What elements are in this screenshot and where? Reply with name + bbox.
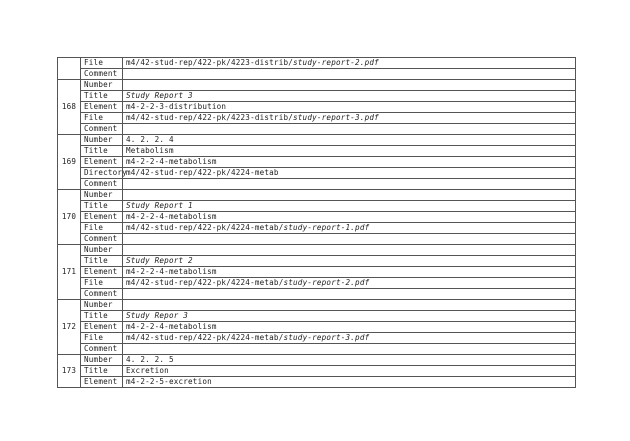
table-row xyxy=(58,157,576,168)
field-value xyxy=(123,190,576,201)
field-value xyxy=(123,289,576,300)
table-row xyxy=(58,91,576,102)
table-row xyxy=(58,344,576,355)
field-label: Title xyxy=(81,311,123,322)
entry-number: 172 xyxy=(58,300,81,355)
field-value xyxy=(123,234,576,245)
field-label: Title xyxy=(81,256,123,267)
field-label: Comment xyxy=(81,289,123,300)
field-value: Study Report 1 xyxy=(123,201,576,212)
table-row xyxy=(58,234,576,245)
table-row xyxy=(58,278,576,289)
field-label: Element xyxy=(81,322,123,333)
field-label: File xyxy=(81,223,123,234)
field-label: Number xyxy=(81,355,123,366)
field-value: Study Report 2 xyxy=(123,256,576,267)
table-row xyxy=(58,289,576,300)
table-row xyxy=(58,146,576,157)
field-value xyxy=(123,344,576,355)
field-label: Comment xyxy=(81,234,123,245)
field-value: 4. 2. 2. 5 xyxy=(123,355,576,366)
field-label: Element xyxy=(81,377,123,388)
field-label: Comment xyxy=(81,124,123,135)
field-value: Study Repor 3 xyxy=(123,311,576,322)
table-row xyxy=(58,69,576,80)
field-value: Excretion xyxy=(123,366,576,377)
field-value: m4-2-2-4-metabolism xyxy=(123,157,576,168)
field-value: Metabolism xyxy=(123,146,576,157)
field-value: m4/42-stud-rep/422-pk/4223-distrib/study-report-2.pdf xyxy=(123,58,576,69)
table-row xyxy=(58,179,576,190)
field-value: m4/42-stud-rep/422-pk/4223-distrib/study-report-3.pdf xyxy=(123,113,576,124)
field-value: 4. 2. 2. 4 xyxy=(123,135,576,146)
field-label: Comment xyxy=(81,179,123,190)
field-value: m4/42-stud-rep/422-pk/4224-metab/study-report-1.pdf xyxy=(123,223,576,234)
entry-number: 171 xyxy=(58,245,81,300)
field-label: Title xyxy=(81,201,123,212)
field-value: m4/42-stud-rep/422-pk/4224-metab/study-report-3.pdf xyxy=(123,333,576,344)
field-label: Number xyxy=(81,80,123,91)
field-label: Number xyxy=(81,245,123,256)
toc-table xyxy=(57,57,576,388)
field-label: Number xyxy=(81,190,123,201)
table-row xyxy=(58,223,576,234)
table-row xyxy=(58,355,576,366)
table-row xyxy=(58,333,576,344)
entry-number: 169 xyxy=(58,135,81,190)
field-value xyxy=(123,80,576,91)
field-value: m4-2-2-5-excretion xyxy=(123,377,576,388)
field-label: File xyxy=(81,58,123,69)
table-row xyxy=(58,168,576,179)
field-label: Element xyxy=(81,267,123,278)
table-row xyxy=(58,322,576,333)
field-label: Directory xyxy=(81,168,123,179)
table-row xyxy=(58,245,576,256)
field-label: Title xyxy=(81,91,123,102)
table-row xyxy=(58,212,576,223)
field-label: File xyxy=(81,278,123,289)
table-row xyxy=(58,80,576,91)
field-label: Comment xyxy=(81,344,123,355)
table-row xyxy=(58,135,576,146)
field-value: m4/42-stud-rep/422-pk/4224-metab/study-report-2.pdf xyxy=(123,278,576,289)
table-row xyxy=(58,201,576,212)
entry-number: 173 xyxy=(58,355,81,388)
table-row xyxy=(58,366,576,377)
field-value xyxy=(123,245,576,256)
field-label: Title xyxy=(81,366,123,377)
field-value: m4/42-stud-rep/422-pk/4224-metab xyxy=(123,168,576,179)
field-label: Element xyxy=(81,102,123,113)
field-value: m4-2-2-4-metabolism xyxy=(123,322,576,333)
field-label: Element xyxy=(81,212,123,223)
table-row xyxy=(58,58,576,69)
entry-number-cell xyxy=(58,58,81,80)
field-label: Element xyxy=(81,157,123,168)
field-value: m4-2-2-4-metabolism xyxy=(123,212,576,223)
field-value xyxy=(123,124,576,135)
table-row xyxy=(58,113,576,124)
table-row xyxy=(58,190,576,201)
field-label: File xyxy=(81,333,123,344)
table-row xyxy=(58,267,576,278)
field-label: Number xyxy=(81,300,123,311)
field-value xyxy=(123,179,576,190)
table-row xyxy=(58,256,576,267)
entry-number: 170 xyxy=(58,190,81,245)
field-value: m4-2-2-3-distribution xyxy=(123,102,576,113)
table-row xyxy=(58,377,576,388)
table-row xyxy=(58,300,576,311)
table-row xyxy=(58,102,576,113)
field-value xyxy=(123,69,576,80)
field-value xyxy=(123,300,576,311)
field-label: Comment xyxy=(81,69,123,80)
field-value: Study Report 3 xyxy=(123,91,576,102)
table-row xyxy=(58,124,576,135)
field-label: Title xyxy=(81,146,123,157)
table-row xyxy=(58,311,576,322)
field-value: m4-2-2-4-metabolism xyxy=(123,267,576,278)
entry-number: 168 xyxy=(58,80,81,135)
field-label: Number xyxy=(81,135,123,146)
field-label: File xyxy=(81,113,123,124)
